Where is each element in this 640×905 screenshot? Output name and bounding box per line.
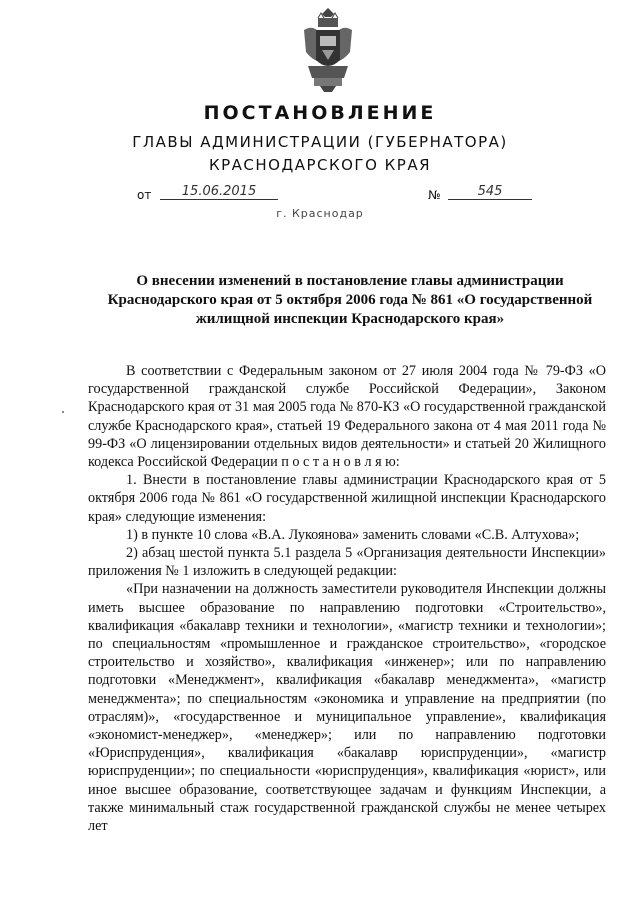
document-title xyxy=(90,272,610,329)
preamble-paragraph: В соответствии с Федеральным законом от 27 июля 2004 года № 79-ФЗ «О государственной гражданской службе Российской Федерации», Законом Краснодарского края от 31 мая 2005 года № 870-КЗ «О государственной гражданской службе Краснодарского края», статьей 19 Федерального закона от 4 мая 2011 года № 99-ФЗ «О лицензировании отдельных видов деятельности» и статьей 20 Жилищного кодекса Российской Федерации п о с т а н о в л я ю: xyxy=(88,363,606,471)
title-line-3: жилищной инспекции Краснодарского края» xyxy=(195,311,505,327)
new-wording-paragraph: «При назначении на должность заместители руководителя Инспекции должны иметь высшее образование по направлению подготовки «Строительство», квалификация «бакалавр техники и технологии», «магистр техники и технологии»; по специальностям «промышленное и гражданское строительство», «городское строительство и хозяйство», квалификация «инженер»; или по направлению подготовки «Менеджмент», квалификация «бакалавр менеджмента», «магистр менеджмента»; по специальностям «экономика и управление на предприятии (по отраслям)», «государственное и муниципальное управление», квалификация «экономист-менеджер», «менеджер»; или по направлению подготовки «Юриспруденция», квалификация «бакалавр юриспруденции», «магистр юриспруденции»; по специальности «юриспруденция», квалификация «юрист», или иное высшее образование, соответствующее задачам и функциям Инспекции, а также минимальный стаж государственной гражданской службы не менее четырех лет xyxy=(88,581,606,835)
resolution-item-1: 1. Внести в постановление главы администрации Краснодарского края от 5 октября 2006 года № 861 «О государственной жилищной инспекции Краснодарского края» следующие изменения: xyxy=(88,472,606,525)
number-value: 545 xyxy=(448,184,532,200)
number-label: № xyxy=(428,188,441,202)
coat-of-arms-icon xyxy=(300,8,356,92)
city-label: г. Краснодар xyxy=(276,207,364,220)
change-item-2: 2) абзац шестой пункта 5.1 раздела 5 «Организация деятельности Инспекции» приложения № 1 изложить в следующей редакции: xyxy=(88,545,606,580)
region-heading: КРАСНОДАРСКОГО КРАЯ xyxy=(208,156,432,174)
title-line-2: Краснодарского края от 5 октября 2006 года № 861 «О государственной xyxy=(107,292,593,308)
change-item-1: 1) в пункте 10 слова «В.А. Лукоянова» заменить словами «С.В. Алтухова»; xyxy=(126,526,580,543)
title-line-1: О внесении изменений в постановление главы администрации xyxy=(136,273,564,289)
issuer-heading: ГЛАВЫ АДМИНИСТРАЦИИ (ГУБЕРНАТОРА) xyxy=(132,133,508,151)
scan-speck xyxy=(62,411,64,413)
date-label: от xyxy=(137,188,152,202)
date-value: 15.06.2015 xyxy=(160,184,278,200)
document-type-heading: ПОСТАНОВЛЕНИЕ xyxy=(203,102,437,124)
document-body xyxy=(88,362,606,835)
